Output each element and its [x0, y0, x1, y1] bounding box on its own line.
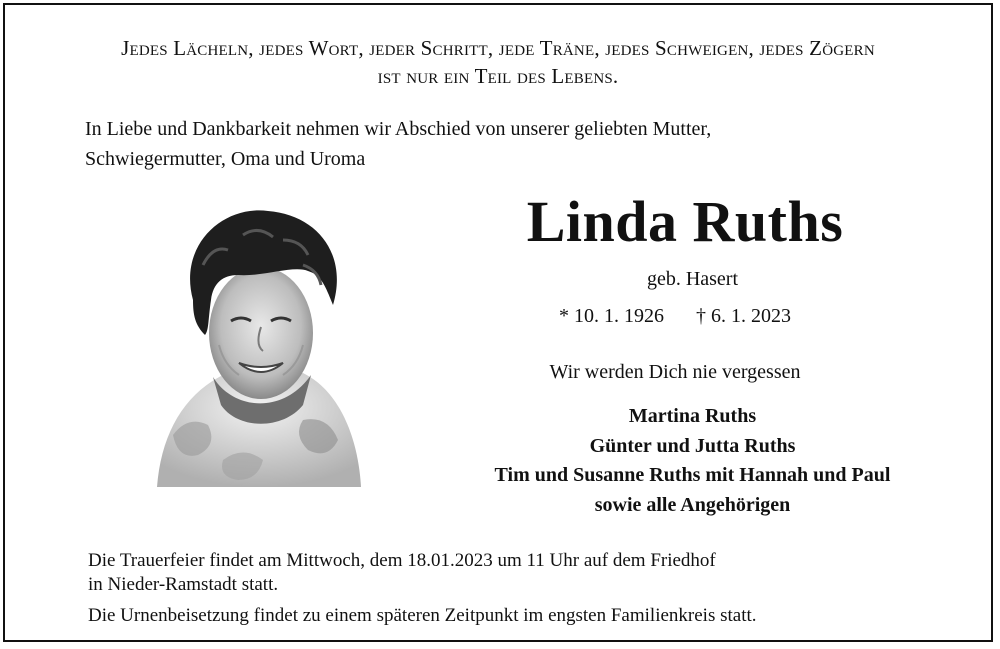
burial-notice-line: Die Urnenbeisetzung findet zu einem späteren Zeitpunkt im engsten Familienkreis statt. — [88, 605, 757, 626]
birth-date: * 10. 1. 1926 — [559, 305, 664, 327]
motto-line-1: Jedes Lächeln, jedes Wort, jeder Schritt, jede Träne, jedes Schweigen, jedes Zögern — [121, 36, 875, 60]
farewell-line: Wir werden Dich nie vergessen — [549, 361, 801, 383]
life-dates — [425, 305, 925, 328]
obituary-frame — [3, 3, 993, 642]
motto-line-2: ist nur ein Teil des Lebens. — [377, 64, 619, 88]
portrait-photo — [153, 205, 365, 487]
intro-line-2: Schwiegermutter, Oma und Uroma — [85, 148, 366, 170]
funeral-notice-line-1: Die Trauerfeier findet am Mittwoch, dem 18.01.2023 um 11 Uhr auf dem Friedhof — [88, 550, 716, 571]
mourner-line: Günter und Jutta Ruths — [589, 435, 796, 457]
death-date: † 6. 1. 2023 — [696, 305, 791, 327]
intro-line-1: In Liebe und Dankbarkeit nehmen wir Abschied von unserer geliebten Mutter, — [85, 118, 712, 140]
mourner-line: Martina Ruths — [628, 405, 757, 427]
funeral-notice-line-2: in Nieder-Ramstadt statt. — [88, 574, 279, 595]
mourner-line: Tim und Susanne Ruths mit Hannah und Paul — [494, 464, 891, 486]
mourner-line: sowie alle Angehörigen — [594, 494, 791, 516]
portrait-photo-graphic — [153, 205, 365, 487]
deceased-name: Linda Ruths — [526, 189, 844, 254]
birth-name: geb. Hasert — [646, 268, 739, 290]
